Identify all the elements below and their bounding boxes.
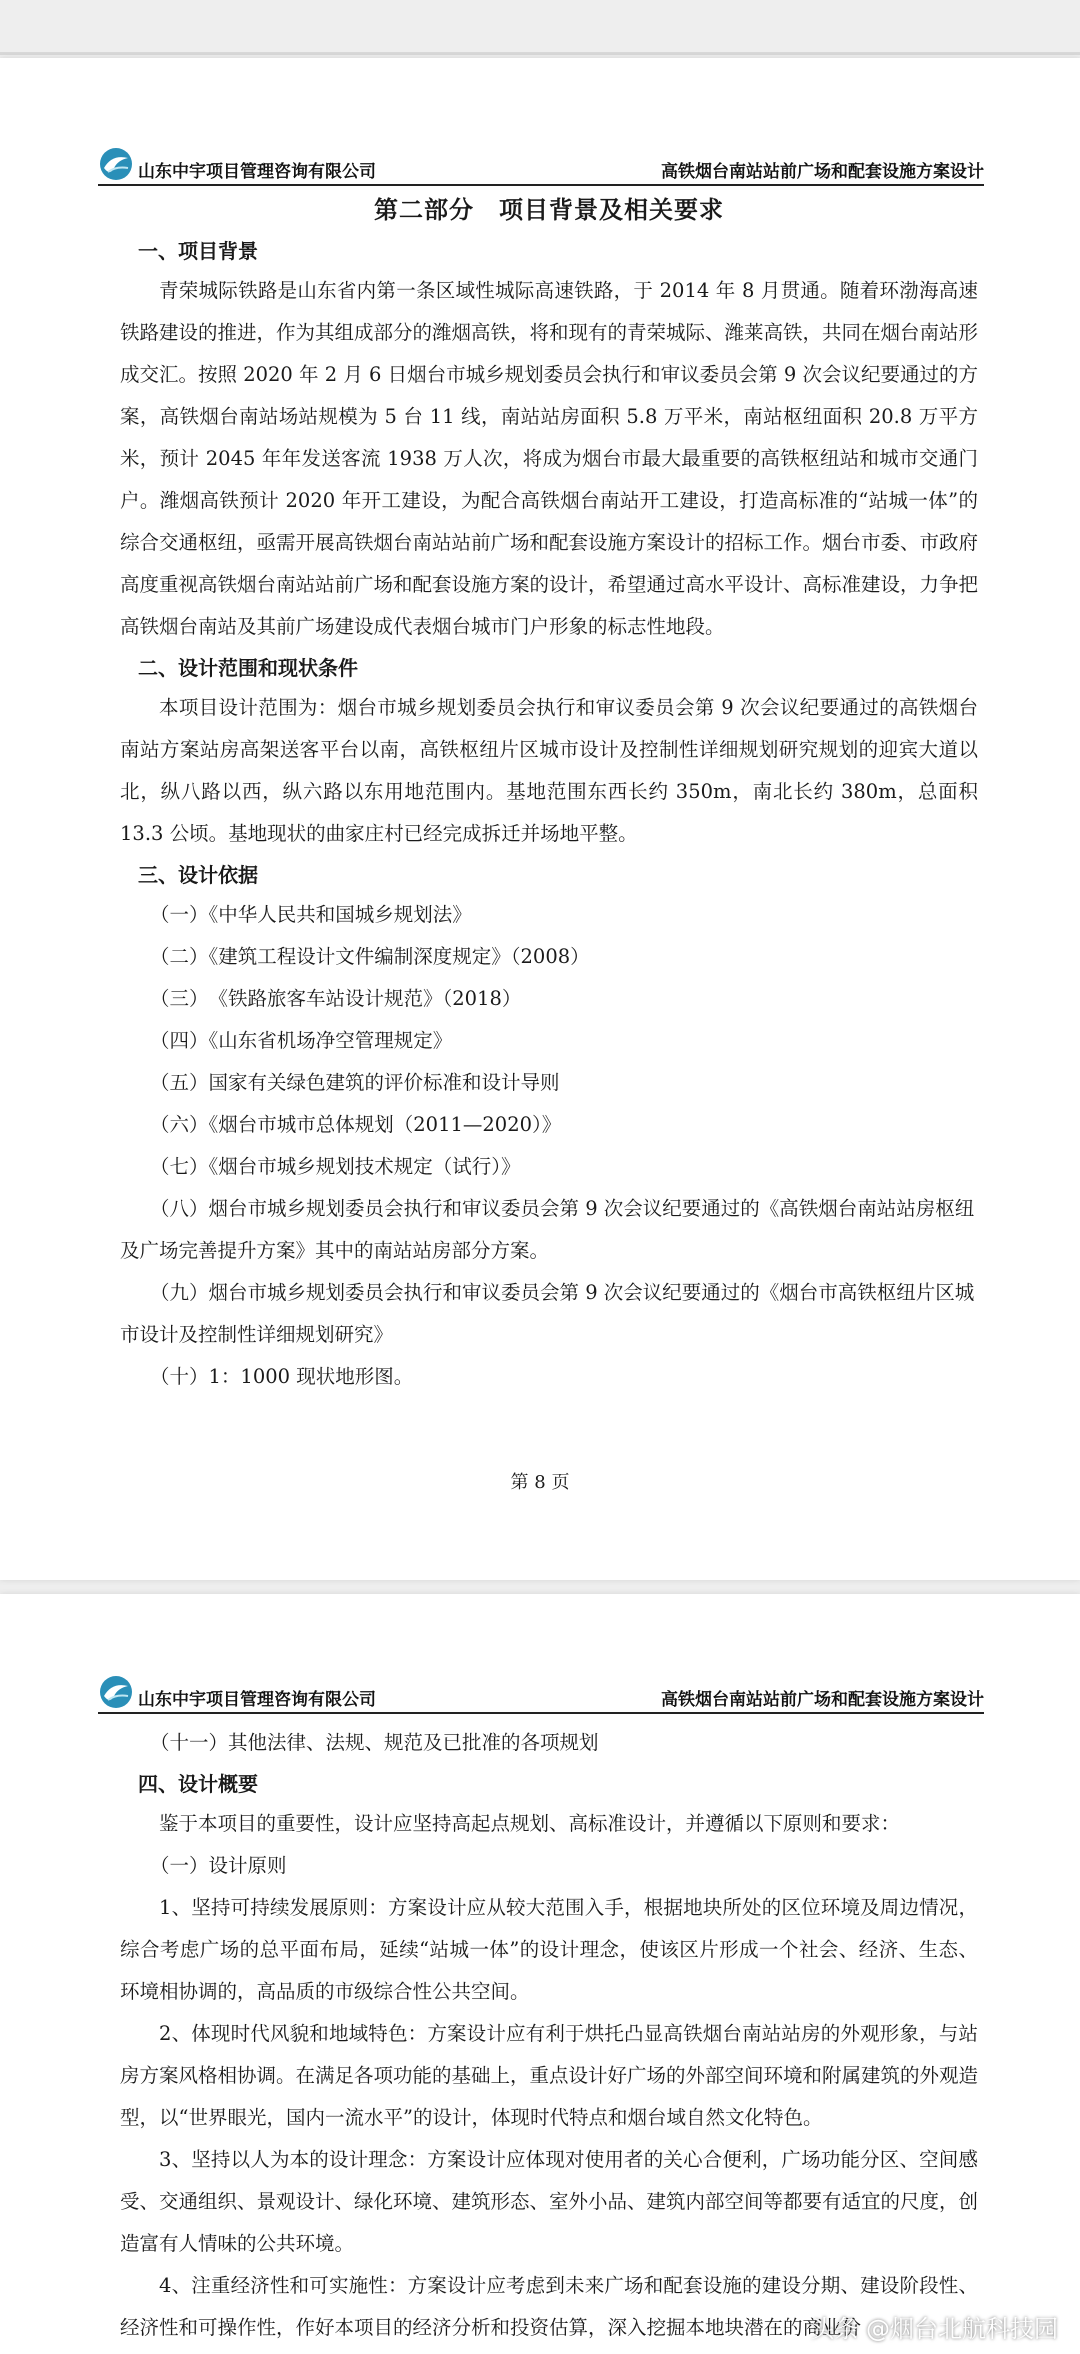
document-page-8: [0, 58, 1080, 1580]
top-divider: [0, 52, 1080, 55]
section-paragraph-scope: 本项目设计范围为：烟台市城乡规划委员会执行和审议委员会第 9 次会议纪要通过的高铁烟台南站方案站房高架送客平台以南，高铁枢纽片区城市设计及控制性详细规划研究规划的迎宾大道以北，纵八路以西，纵六路以东用地范围内。基地范围东西长约 350m，南北长约 380m，总面积 13.3 公顷。基地现状的曲家庄村已经完成拆迁并场地平整。: [120, 696, 978, 845]
part-title: 第二部分 项目背景及相关要求: [374, 196, 724, 224]
page-header: [98, 136, 984, 186]
page-content: [120, 190, 978, 1398]
principle-paragraph: 2、体现时代风貌和地域特色：方案设计应有利于烘托凸显高铁烟台南站站房的外观形象，与站房方案风格相协调。在满足各项功能的基础上，重点设计好广场的外部空间环境和附属建筑的外观造型，以“世界眼光，国内一流水平”的设计，体现时代特点和烟台域自然文化特色。: [120, 2022, 979, 2129]
company-logo-icon: [98, 146, 134, 182]
basis-item: （十）1：1000 现状地形图。: [150, 1365, 414, 1388]
page-content: [120, 1722, 978, 2349]
basis-item: （九）烟台市城乡规划委员会执行和审议委员会第 9 次会议纪要通过的《烟台市高铁枢纽片区城市设计及控制性详细规划研究》: [120, 1281, 975, 1346]
section-heading-scope: 二、设计范围和现状条件: [138, 656, 358, 680]
basis-item: （八）烟台市城乡规划委员会执行和审议委员会第 9 次会议纪要通过的《高铁烟台南站站房枢纽及广场完善提升方案》其中的南站站房部分方案。: [120, 1197, 975, 1262]
document-page-9: [0, 1594, 1080, 2354]
sub-heading-principles: （一）设计原则: [150, 1854, 287, 1877]
section-paragraph-background: 青荣城际铁路是山东省内第一条区域性城际高速铁路，于 2014 年 8 月贯通。随着环渤海高速铁路建设的推进，作为其组成部分的潍烟高铁，将和现有的青荣城际、潍莱高铁，共同在烟台南站形成交汇。按照 2020 年 2 月 6 日烟台市城乡规划委员会执行和审议委员会第 9 次会议纪要通过的方案，高铁烟台南站场站规模为 5 台 11 线，南站站房面积 5.8 万平米，南站枢纽面积 20.8 万平方米，预计 2045 年年发送客流 1938 万人次，将成为烟台市最大最重要的高铁枢纽站和城市交通门户。潍烟高铁预计 2020 年开工建设，为配合高铁烟台南站开工建设，打造高标准的“站城一体”的综合交通枢纽，亟需开展高铁烟台南站站前广场和配套设施方案设计的招标工作。烟台市委、市政府高度重视高铁烟台南站站前广场和配套设施方案的设计，希望通过高水平设计、高标准建设，力争把高铁烟台南站及其前广场建设成代表烟台城市门户形象的标志性地段。: [120, 279, 979, 638]
basis-item: （七）《烟台市城乡规划技术规定（试行）》: [150, 1155, 521, 1178]
section-heading-background: 一、项目背景: [138, 239, 258, 263]
basis-item: （三） 《铁路旅客车站设计规范》（2018）: [150, 987, 522, 1010]
section-heading-overview: 四、设计概要: [138, 1772, 258, 1796]
header-project: 高铁烟台南站站前广场和配套设施方案设计: [661, 1690, 984, 1710]
header-project: 高铁烟台南站站前广场和配套设施方案设计: [661, 162, 984, 182]
section-heading-basis: 三、设计依据: [138, 863, 258, 887]
principle-paragraph: 1、坚持可持续发展原则：方案设计应从较大范围入手，根据地块所处的区位环境及周边情况，综合考虑广场的总平面布局，延续“站城一体”的设计理念，使该区片形成一个社会、经济、生态、环境相协调的，高品质的市级综合性公共空间。: [120, 1896, 978, 2003]
basis-item: （二）《建筑工程设计文件编制深度规定》（2008）: [150, 945, 590, 968]
basis-item: （十一）其他法律、法规、规范及已批准的各项规划: [150, 1731, 599, 1754]
header-company: 山东中宇项目管理咨询有限公司: [138, 1690, 376, 1710]
principle-paragraph: 3、坚持以人为本的设计理念：方案设计应体现对使用者的关心合便利，广场功能分区、空间感受、交通组织、景观设计、绿化环境、建筑形态、室外小品、建筑内部空间等都要有适宜的尺度，创造富有人情味的公共环境。: [120, 2148, 979, 2255]
basis-item: （一）《中华人民共和国城乡规划法》: [150, 903, 472, 926]
header-left: [98, 146, 376, 182]
overview-intro: 鉴于本项目的重要性，设计应坚持高起点规划、高标准设计，并遵循以下原则和要求：: [159, 1812, 901, 1835]
header-company: 山东中宇项目管理咨询有限公司: [138, 162, 376, 182]
principle-paragraph: 4、注重经济性和可实施性：方案设计应考虑到未来广场和配套设施的建设分期、建设阶段性、经济性和可操作性，作好本项目的经济分析和投资估算，深入挖掘本地块潜在的商业价: [120, 2274, 978, 2339]
basis-item: （四）《山东省机场净空管理规定》: [150, 1029, 453, 1052]
basis-item: （六）《烟台市城市总体规划（2011—2020）》: [150, 1113, 562, 1136]
page-number: 第 8 页: [510, 1472, 570, 1493]
header-left: [98, 1674, 376, 1710]
page-header: [98, 1664, 984, 1714]
basis-item: （五）国家有关绿色建筑的评价标准和设计导则: [150, 1071, 560, 1094]
watermark: 头条 @烟台北航科技园: [810, 2315, 1058, 2343]
company-logo-icon: [98, 1674, 134, 1710]
